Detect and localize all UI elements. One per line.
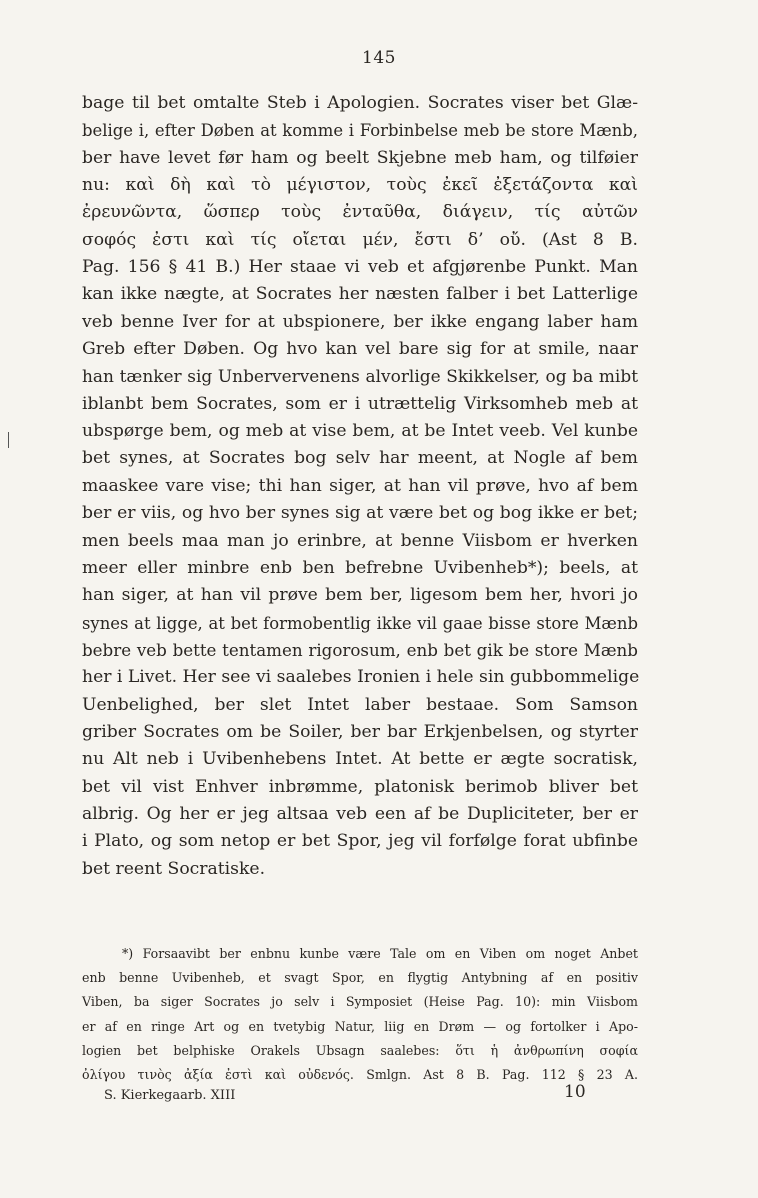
signature-mark: S. Kierkegaarb. XIII xyxy=(104,1088,236,1103)
text-line: men beels maa man jo erinbre, at benne Viisbom er hverken xyxy=(82,530,638,551)
text-line: ber er viis, og hvo ber synes sig at være bet og bog ikke er bet; xyxy=(82,503,638,524)
sheet-number: 10 xyxy=(564,1082,586,1102)
text-line: ber have levet før ham og beelt Skjebne meb ham, og tilføier xyxy=(82,147,638,168)
text-line: meer eller minbre enb ben befrebne Uvibenheb*); beels, at xyxy=(82,557,638,578)
footnote-line: er af en ringe Art og en tvetybig Natur, liig en Drøm — og fortolker i Apo- xyxy=(82,1018,638,1034)
text-line: ubspørge bem, og meb at vise bem, at be Intet veeb. Vel kunbe xyxy=(82,421,638,442)
text-line: ἐρευνῶντα, ὥσπερ τοὺς ἐνταῦθα, διάγειν, τίς αὐτῶν xyxy=(82,202,638,223)
text-line: veb benne Iver for at ubspionere, ber ikke engang laber ham xyxy=(82,311,638,332)
footnote-line: ὀλίγου τινὸς ἀξία ἐστὶ καὶ οὐδενός. Smlgn. Ast 8 B. Pag. 112 § 23 A. xyxy=(82,1067,638,1083)
text-line: i Plato, og som netop er bet Spor, jeg vil forfølge forat ubfinbe xyxy=(82,831,638,852)
footnote-line: Viben, ba siger Socrates jo selv i Symposiet (Heise Pag. 10): min Viisbom xyxy=(82,994,638,1010)
text-line: bet reent Socratiske. xyxy=(82,858,266,879)
text-line: kan ikke nægte, at Socrates her næsten falber i bet Latterlige xyxy=(82,284,638,305)
text-line: σοφός ἐστι καὶ τίς οἴεται μέν, ἔστι δ’ οὔ. (Ast 8 B. xyxy=(82,229,638,250)
text-line: Uenbelighed, ber slet Intet laber bestaae. Som Samson xyxy=(82,694,638,715)
text-line: synes at ligge, at bet formobentlig ikke vil gaae bisse store Mænb xyxy=(82,613,638,633)
page-number: 145 xyxy=(362,48,396,68)
text-line: han siger, at han vil prøve bem ber, ligesom bem her, hvori jo xyxy=(82,585,638,606)
text-line: han tænker sig Unbervervenens alvorlige Skikkelser, og ba mibt xyxy=(82,366,638,387)
text-line: griber Socrates om be Soiler, ber bar Erkjenbelsen, og styrter xyxy=(82,721,638,742)
text-line: bet vil vist Enhver inbrømme, platonisk berimob bliver bet xyxy=(82,776,638,797)
footnote-line: logien bet belphiske Orakels Ubsagn saalebes: ὅτι ἡ ἀνθρωπίνη σοφία xyxy=(82,1042,638,1058)
text-line: maaskee vare vise; thi han siger, at han vil prøve, hvo af bem xyxy=(82,475,638,496)
text-line: Pag. 156 § 41 B.) Her staae vi veb et afgjørenbe Punkt. Man xyxy=(82,257,638,278)
text-line: nu: καὶ δὴ καὶ τὸ μέγιστον, τοὺς ἐκεῖ ἐξετάζοντα καὶ xyxy=(82,175,638,196)
margin-mark xyxy=(8,432,9,448)
text-line: her i Livet. Her see vi saalebes Ironien i hele sin gubbommelige xyxy=(82,667,640,688)
text-line: bet synes, at Socrates bog selv har meent, at Nogle af bem xyxy=(82,448,638,469)
text-line: belige i, efter Døben at komme i Forbinbelse meb be store Mænb, xyxy=(82,121,638,141)
text-line: bebre veb bette tentamen rigorosum, enb bet gik be store Mænb xyxy=(82,639,638,660)
text-line: albrig. Og her er jeg altsaa veb een af be Dupliciteter, ber er xyxy=(82,803,638,824)
footnote-line: enb benne Uvibenheb, et svagt Spor, en flygtig Antybning af en positiv xyxy=(82,970,638,986)
text-line: nu Alt neb i Uvibenhebens Intet. At bette er ægte socratisk, xyxy=(82,749,638,770)
body-text xyxy=(82,90,638,883)
text-line: Greb efter Døben. Og hvo kan vel bare sig for at smile, naar xyxy=(82,339,638,360)
text-line: iblanbt bem Socrates, som er i utrættelig Virksomheb meb at xyxy=(82,393,638,414)
text-line: bage til bet omtalte Steb i Apologien. Socrates viser bet Glæ- xyxy=(82,93,638,113)
footnote-line: *) Forsaavibt ber enbnu kunbe være Tale om en Viben om noget Anbet xyxy=(122,946,638,961)
footnote xyxy=(82,942,638,1087)
